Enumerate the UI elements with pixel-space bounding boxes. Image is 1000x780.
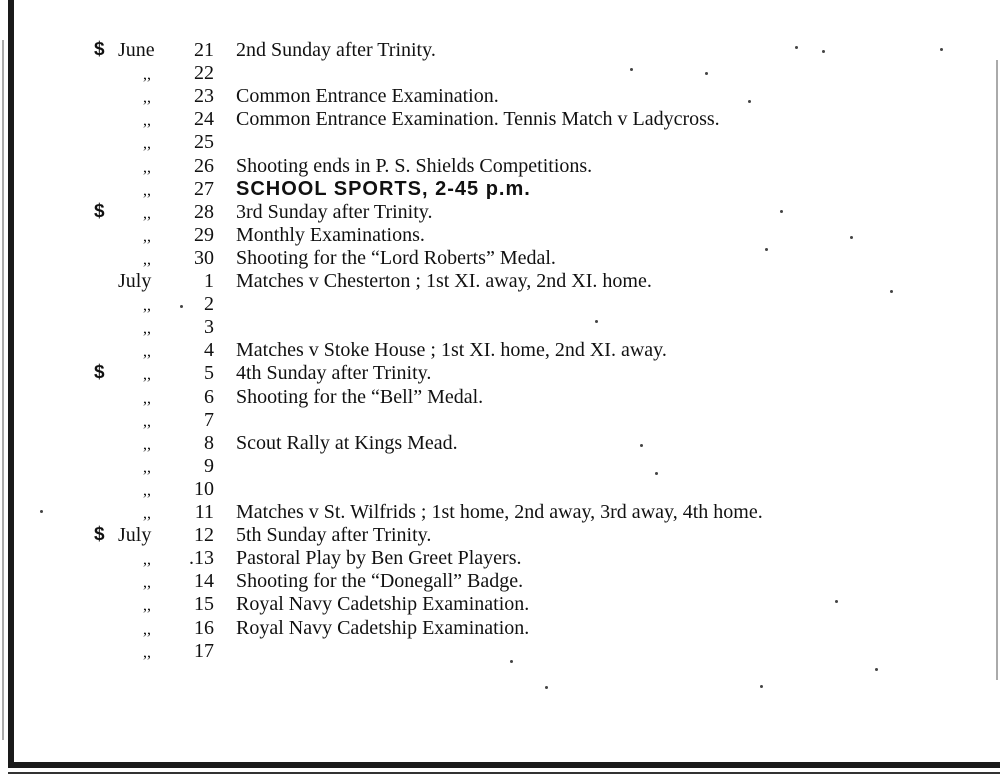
speck bbox=[40, 510, 43, 513]
month-label: June bbox=[118, 39, 155, 61]
event-text: Shooting for the “Lord Roberts” Medal. bbox=[236, 246, 556, 269]
ditto-mark: ,, bbox=[143, 227, 151, 245]
event-text: Royal Navy Cadetship Examination. bbox=[236, 616, 530, 639]
day-number: 15 bbox=[194, 593, 214, 616]
speck bbox=[655, 472, 658, 475]
event-text: Scout Rally at Kings Mead. bbox=[236, 431, 458, 454]
event-text: 3rd Sunday after Trinity. bbox=[236, 200, 433, 223]
ditto-mark: ,, bbox=[143, 250, 151, 268]
speck bbox=[780, 210, 783, 213]
speck bbox=[748, 100, 751, 103]
day-number: 11 bbox=[194, 501, 214, 523]
speck bbox=[890, 290, 893, 293]
ditto-mark: ,, bbox=[143, 643, 151, 661]
event-text: Shooting for the “Donegall” Badge. bbox=[236, 570, 524, 593]
calendar-entry bbox=[0, 130, 1000, 154]
event-text: Shooting ends in P. S. Shields Competitions. bbox=[236, 154, 593, 177]
ditto-mark: ,, bbox=[143, 551, 151, 569]
day-number: 10 bbox=[194, 477, 214, 500]
day-number: 5 bbox=[204, 362, 214, 385]
bottom-border-rule bbox=[8, 762, 1000, 768]
speck bbox=[510, 660, 513, 663]
speck bbox=[760, 685, 763, 688]
calendar-entry bbox=[0, 61, 1000, 85]
ditto-mark: ,, bbox=[143, 481, 151, 499]
ditto-mark: ,, bbox=[143, 435, 151, 453]
day-number: 8 bbox=[204, 431, 214, 454]
speck bbox=[705, 72, 708, 75]
event-text: Common Entrance Examination. bbox=[236, 85, 499, 108]
calendar-entry bbox=[0, 616, 1000, 640]
calendar-entry bbox=[0, 223, 1000, 247]
day-number: 16 bbox=[194, 616, 214, 639]
calendar-entry bbox=[0, 477, 1000, 501]
event-text: Shooting for the “Bell” Medal. bbox=[236, 385, 484, 408]
speck bbox=[875, 668, 878, 671]
calendar-entry bbox=[0, 200, 1000, 224]
calendar-entry bbox=[0, 546, 1000, 570]
ditto-mark: ,, bbox=[143, 135, 151, 153]
day-number: 17 bbox=[194, 639, 214, 662]
calendar-entry bbox=[0, 269, 1000, 293]
ditto-mark: ,, bbox=[143, 112, 151, 130]
event-text: Common Entrance Examination. Tennis Match v Ladycross. bbox=[236, 108, 720, 131]
month-label: July bbox=[118, 524, 152, 547]
day-number: 25 bbox=[194, 131, 214, 154]
calendar-entry bbox=[0, 408, 1000, 432]
day-number: 21 bbox=[194, 39, 214, 61]
calendar-entry bbox=[0, 361, 1000, 385]
day-number: 28 bbox=[194, 200, 214, 223]
day-number: 3 bbox=[204, 316, 214, 339]
event-text: Matches v Chesterton ; 1st XI. away, 2nd XI. home. bbox=[236, 270, 652, 292]
sunday-marker: $ bbox=[94, 200, 105, 222]
sunday-marker: $ bbox=[94, 524, 105, 546]
ditto-mark: ,, bbox=[143, 89, 151, 107]
ditto-mark: ,, bbox=[143, 458, 151, 476]
day-number: 2 bbox=[204, 293, 214, 316]
calendar-entry bbox=[0, 500, 1000, 524]
ditto-mark: ,, bbox=[143, 620, 151, 638]
day-number: 23 bbox=[194, 85, 214, 108]
ditto-mark: ,, bbox=[143, 389, 151, 407]
speck bbox=[545, 686, 548, 689]
day-number: 12 bbox=[194, 524, 214, 547]
ditto-mark: ,, bbox=[143, 158, 151, 176]
speck bbox=[835, 600, 838, 603]
calendar-entry bbox=[0, 292, 1000, 316]
ditto-mark: ,, bbox=[143, 320, 151, 338]
event-text: 5th Sunday after Trinity. bbox=[236, 524, 432, 547]
ditto-mark: ,, bbox=[143, 366, 151, 384]
calendar-entry bbox=[0, 177, 1000, 201]
ditto-mark: ,, bbox=[143, 343, 151, 361]
speck bbox=[180, 305, 183, 308]
day-number: 29 bbox=[194, 223, 214, 246]
ditto-mark: ,, bbox=[143, 412, 151, 430]
month-label: July bbox=[118, 270, 152, 292]
ditto-mark: ,, bbox=[143, 297, 151, 315]
ditto-mark: ,, bbox=[143, 204, 151, 222]
event-text: 4th Sunday after Trinity. bbox=[236, 362, 432, 385]
day-number: 22 bbox=[194, 62, 214, 85]
day-number: 26 bbox=[194, 154, 214, 177]
event-text: Matches v Stoke House ; 1st XI. home, 2nd XI. away. bbox=[236, 339, 667, 362]
day-number: 30 bbox=[194, 246, 214, 269]
day-number: 6 bbox=[204, 385, 214, 408]
day-number: 24 bbox=[194, 108, 214, 131]
day-number: 27 bbox=[194, 177, 214, 200]
ditto-mark: ,, bbox=[143, 574, 151, 592]
event-text: Matches v St. Wilfrids ; 1st home, 2nd away, 3rd away, 4th home. bbox=[236, 501, 763, 523]
calendar-entry bbox=[0, 431, 1000, 455]
speck bbox=[630, 68, 633, 71]
ditto-mark: ,, bbox=[143, 181, 151, 199]
day-number: 4 bbox=[204, 339, 214, 362]
calendar-entry bbox=[0, 592, 1000, 616]
speck bbox=[795, 46, 798, 49]
day-number: 14 bbox=[194, 570, 214, 593]
calendar-entry bbox=[0, 38, 1000, 62]
sunday-marker: $ bbox=[94, 39, 105, 60]
event-text: 2nd Sunday after Trinity. bbox=[236, 39, 436, 61]
calendar-entry bbox=[0, 315, 1000, 339]
ditto-mark: ,, bbox=[143, 597, 151, 615]
speck bbox=[595, 320, 598, 323]
calendar-entry bbox=[0, 107, 1000, 131]
calendar-entry bbox=[0, 246, 1000, 270]
calendar-entry bbox=[0, 84, 1000, 108]
bottom-border-rule-thin bbox=[8, 772, 1000, 774]
day-number: 1 bbox=[204, 270, 214, 292]
calendar-entry bbox=[0, 154, 1000, 178]
speck bbox=[765, 248, 768, 251]
speck bbox=[822, 50, 825, 53]
event-text: Royal Navy Cadetship Examination. bbox=[236, 593, 530, 616]
event-text: Monthly Examinations. bbox=[236, 223, 425, 246]
speck bbox=[850, 236, 853, 239]
speck bbox=[640, 444, 643, 447]
day-number: .13 bbox=[189, 547, 214, 570]
day-number: 9 bbox=[204, 454, 214, 477]
sunday-marker: $ bbox=[94, 362, 105, 384]
calendar-entry bbox=[0, 569, 1000, 593]
event-text: Pastoral Play by Ben Greet Players. bbox=[236, 547, 522, 570]
ditto-mark: ,, bbox=[143, 505, 151, 522]
calendar-entry bbox=[0, 523, 1000, 547]
ditto-mark: ,, bbox=[143, 66, 151, 84]
calendar-entry bbox=[0, 454, 1000, 478]
calendar-entry bbox=[0, 639, 1000, 663]
calendar-entry bbox=[0, 338, 1000, 362]
speck bbox=[940, 48, 943, 51]
calendar-entry bbox=[0, 385, 1000, 409]
day-number: 7 bbox=[204, 408, 214, 431]
event-text: SCHOOL SPORTS, 2-45 p.m. bbox=[236, 177, 531, 200]
